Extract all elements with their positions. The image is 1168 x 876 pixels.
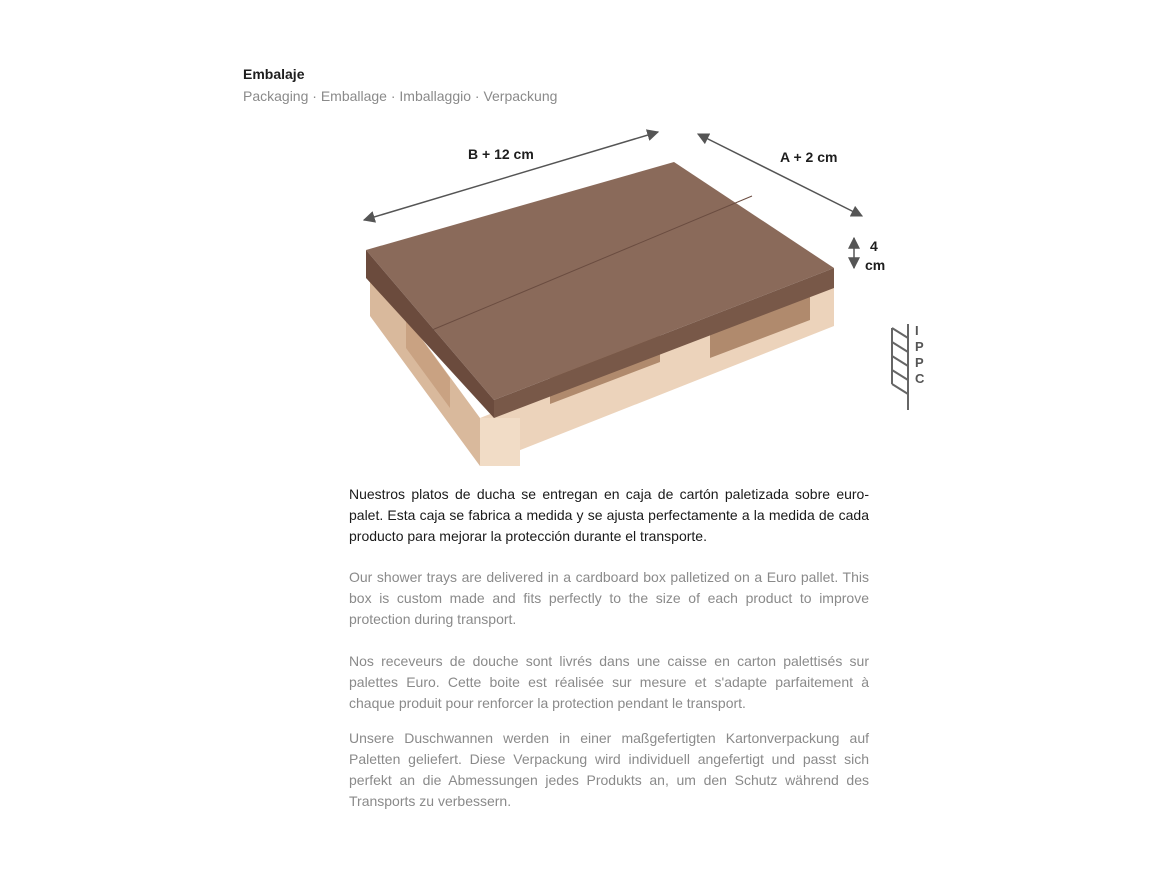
length-label: B + 12 cm <box>468 146 534 162</box>
width-label: A + 2 cm <box>780 149 838 165</box>
ippc-letter-4: C <box>915 371 925 386</box>
ippc-letter-1: I <box>915 323 919 338</box>
height-unit: cm <box>865 257 886 273</box>
description-es: Nuestros platos de ducha se entregan en caja de cartón paletizada sobre euro-palet. Esta caja se fabrica a medida y se ajusta perfectamente a la medida de cada producto para mejorar la protección durante el transporte. <box>349 486 869 544</box>
ippc-letter-3: P <box>915 355 924 370</box>
pallet-box-illustration <box>340 118 940 478</box>
description-fr: Nos receveurs de douche sont livrés dans une caisse en carton palettisés sur palettes Euro. Cette boite est réalisée sur mesure et s'adapte parfaitement à chaque produit pour renforcer la protection pendant le transport. <box>349 653 869 711</box>
description-de: Unsere Duschwannen werden in einer maßgefertigten Kartonverpackung auf Paletten geliefert. Diese Verpackung wird individuell angefertigt und passt sich perfekt an die Abmessungen jedes Produkts an, um den Schutz während des Transports zu verbessern. <box>349 730 869 809</box>
page-subtitle: Packaging · Emballage · Imballaggio · Verpackung <box>243 88 558 104</box>
page-title: Embalaje <box>243 66 305 82</box>
ippc-letter-2: P <box>915 339 924 354</box>
ippc-wheat-icon <box>884 320 932 416</box>
description-en: Our shower trays are delivered in a cardboard box palletized on a Euro pallet. This box is custom made and fits perfectly to the size of each product to improve protection during transport. <box>349 569 869 627</box>
height-value: 4 <box>870 238 878 254</box>
